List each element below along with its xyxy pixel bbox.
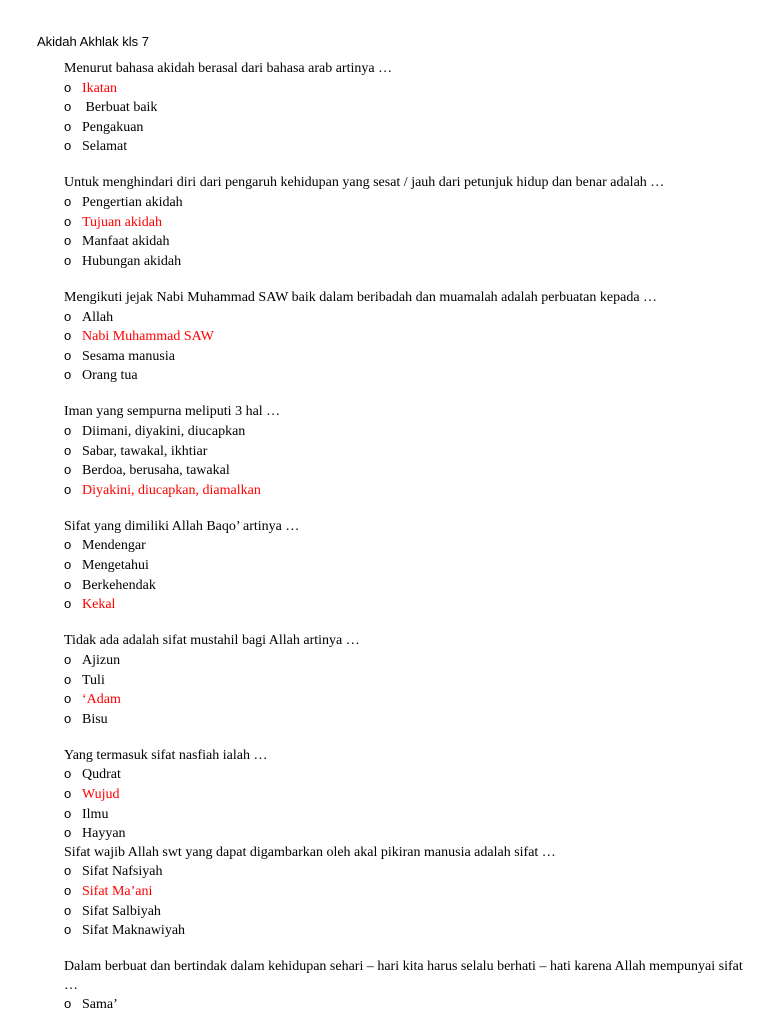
option-text: Bisu	[82, 711, 108, 727]
option-text: ‘Adam	[82, 692, 121, 708]
option-text: Mengetahui	[82, 558, 149, 574]
answer-option	[64, 824, 744, 844]
option-text: Hubungan akidah	[82, 253, 182, 269]
correct-option	[64, 481, 744, 501]
option-text: Sama’	[82, 997, 118, 1013]
bullet-icon: o	[64, 691, 72, 707]
answer-option	[64, 995, 744, 1015]
bullet-icon: o	[64, 481, 72, 497]
correct-option	[64, 595, 744, 615]
answer-option	[64, 252, 744, 272]
option-text: Sabar, tawakal, ikhtiar	[82, 443, 208, 459]
answer-option	[64, 671, 744, 691]
bullet-icon: o	[64, 882, 72, 898]
correct-option	[64, 785, 744, 805]
option-text: Nabi Muhammad SAW	[82, 329, 214, 345]
bullet-icon: o	[64, 671, 72, 687]
option-text: Pengakuan	[82, 119, 144, 135]
document-header: Akidah Akhlak kls 7	[37, 34, 150, 49]
bullet-icon: o	[64, 99, 72, 115]
option-text: Berbuat baik	[82, 100, 158, 116]
answer-option	[64, 765, 744, 785]
option-text: Allah	[82, 309, 114, 325]
bullet-icon: o	[64, 805, 72, 821]
bullet-icon: o	[64, 710, 72, 726]
answer-option	[64, 902, 744, 922]
option-text: Berkehendak	[82, 577, 156, 593]
bullet-icon: o	[64, 996, 72, 1012]
question-list	[64, 60, 744, 1015]
question-4	[64, 403, 744, 500]
answer-option	[64, 442, 744, 462]
answer-option	[64, 461, 744, 481]
answer-option	[64, 576, 744, 596]
bullet-icon: o	[64, 194, 72, 210]
option-text: Wujud	[82, 787, 120, 802]
question-1	[64, 60, 744, 157]
bullet-icon: o	[64, 902, 72, 918]
answer-option	[64, 366, 744, 386]
bullet-icon: o	[64, 347, 72, 363]
bullet-icon: o	[64, 462, 72, 478]
question-text: Untuk menghindari diri dari pengaruh kehidupan yang sesat / jauh dari petunjuk hidup dan benar adalah …	[64, 175, 665, 191]
correct-option	[64, 690, 744, 710]
correct-option	[64, 79, 744, 99]
answer-option	[64, 556, 744, 576]
option-text: Selamat	[82, 139, 128, 155]
bullet-icon: o	[64, 79, 72, 95]
option-text: Kekal	[82, 597, 116, 613]
answer-option	[64, 862, 744, 882]
answer-option	[64, 710, 744, 730]
option-text: Sifat Maknawiyah	[82, 923, 186, 939]
bullet-icon: o	[64, 576, 72, 592]
question-9	[64, 958, 744, 1015]
answer-option	[64, 805, 744, 825]
option-text: Diyakini, diucapkan, diamalkan	[82, 482, 261, 498]
correct-option	[64, 327, 744, 347]
option-text: Sifat Nafsiyah	[82, 864, 163, 880]
bullet-icon: o	[64, 786, 72, 801]
question-text: Mengikuti jejak Nabi Muhammad SAW baik dalam beribadah dan muamalah adalah perbuatan kepada …	[64, 289, 658, 305]
option-text: Pengertian akidah	[82, 195, 183, 211]
bullet-icon: o	[64, 328, 72, 344]
bullet-icon: o	[64, 308, 72, 324]
option-text: Tuli	[82, 672, 105, 688]
question-7	[64, 747, 744, 844]
option-text: Sesama manusia	[82, 348, 175, 364]
bullet-icon: o	[64, 442, 72, 458]
question-text: Yang termasuk sifat nasfiah ialah …	[64, 747, 268, 763]
question-text: Iman yang sempurna meliputi 3 hal …	[64, 404, 281, 420]
bullet-icon: o	[64, 922, 72, 938]
question-6	[64, 632, 744, 729]
bullet-icon: o	[64, 118, 72, 134]
option-text: Ajizun	[82, 652, 121, 668]
answer-option	[64, 193, 744, 213]
bullet-icon: o	[64, 537, 72, 553]
answer-option	[64, 422, 744, 442]
question-text: Menurut bahasa akidah berasal dari bahasa arab artinya …	[64, 61, 393, 76]
bullet-icon: o	[64, 252, 72, 268]
bullet-icon: o	[64, 863, 72, 879]
answer-option	[64, 347, 744, 367]
answer-option	[64, 118, 744, 138]
question-text: Tidak ada adalah sifat mustahil bagi Allah artinya …	[64, 633, 360, 649]
option-text: Ilmu	[82, 806, 109, 822]
question-text: Sifat wajib Allah swt yang dapat digambarkan oleh akal pikiran manusia adalah sifat …	[64, 844, 556, 860]
option-text: Mendengar	[82, 538, 146, 554]
correct-option	[64, 213, 744, 233]
answer-option	[64, 651, 744, 671]
question-2	[64, 174, 744, 271]
bullet-icon: o	[64, 651, 72, 667]
bullet-icon: o	[64, 233, 72, 249]
answer-option	[64, 308, 744, 328]
bullet-icon: o	[64, 423, 72, 438]
option-text: Sifat Salbiyah	[82, 903, 161, 919]
answer-option	[64, 98, 744, 118]
option-text: Berdoa, berusaha, tawakal	[82, 463, 230, 479]
option-text: Tujuan akidah	[82, 214, 162, 230]
option-text: Diimani, diyakini, diucapkan	[82, 424, 246, 439]
option-text: Hayyan	[82, 826, 126, 842]
bullet-icon: o	[64, 138, 72, 154]
bullet-icon: o	[64, 367, 72, 383]
bullet-icon: o	[64, 825, 72, 841]
answer-option	[64, 232, 744, 252]
answer-option	[64, 137, 744, 157]
bullet-icon: o	[64, 213, 72, 229]
option-text: Orang tua	[82, 368, 138, 384]
question-8	[64, 844, 744, 941]
option-text: Manfaat akidah	[82, 234, 170, 250]
answer-option	[64, 536, 744, 556]
option-text: Qudrat	[82, 767, 121, 783]
bullet-icon: o	[64, 596, 72, 612]
question-5	[64, 518, 744, 615]
question-text: Dalam berbuat dan bertindak dalam kehidupan sehari – hari kita harus selalu berhati – hati karena Allah mempunyai sifat …	[64, 959, 743, 993]
bullet-icon: o	[64, 766, 72, 782]
option-text: Ikatan	[82, 80, 117, 96]
answer-option	[64, 921, 744, 941]
bullet-icon: o	[64, 557, 72, 573]
correct-option	[64, 882, 744, 902]
question-3	[64, 289, 744, 386]
question-text: Sifat yang dimiliki Allah Baqo’ artinya …	[64, 518, 300, 534]
option-text: Sifat Ma’ani	[82, 883, 153, 899]
